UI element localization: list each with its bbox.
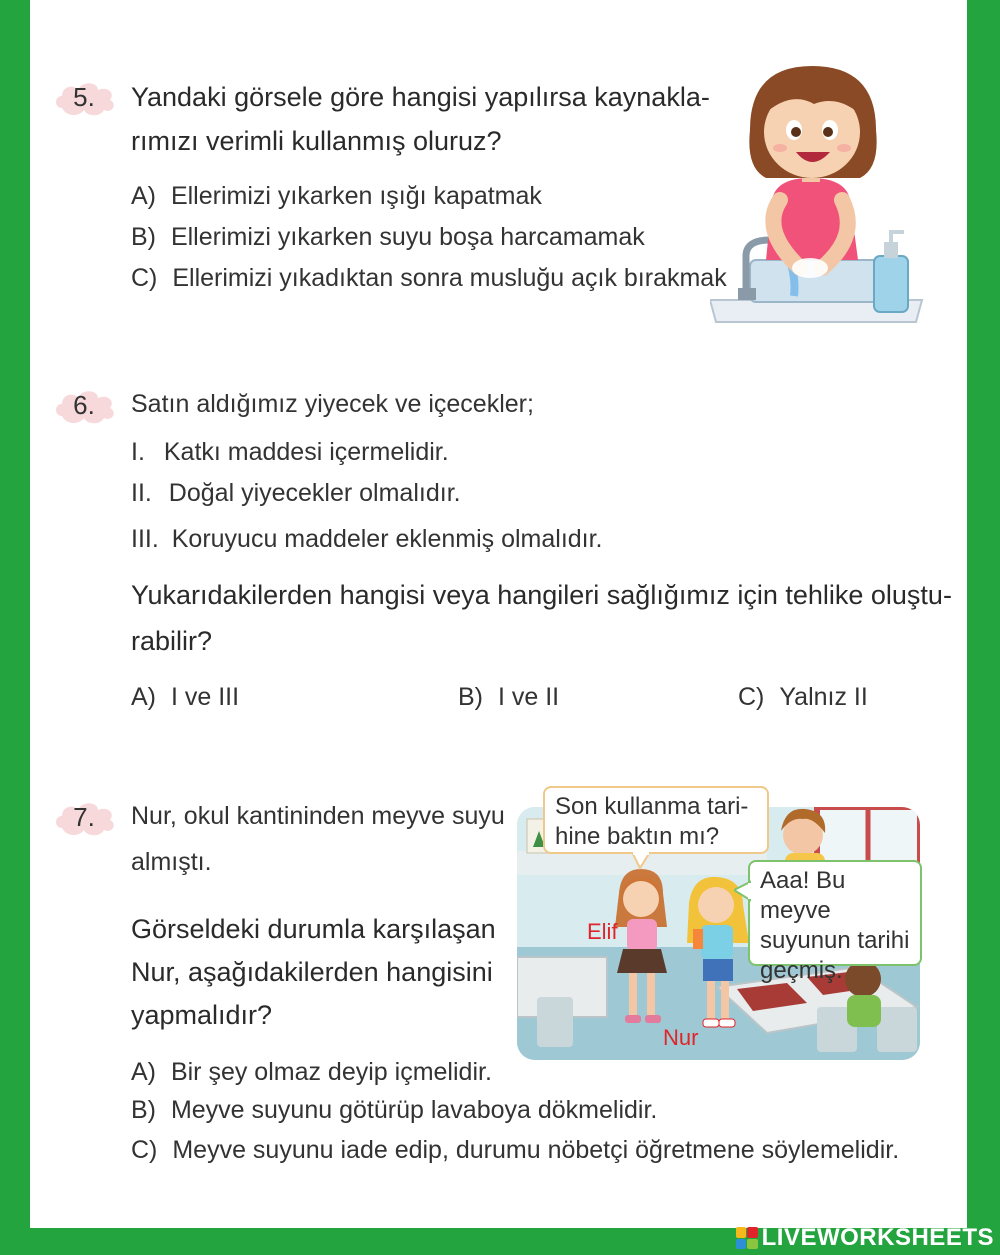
speech-bubble-tail (630, 852, 654, 870)
character-name-label: Elif (587, 919, 618, 944)
option-text: Meyve suyunu iade edip, durumu nöbetçi öğretmene söylemelidir. (172, 1136, 900, 1164)
speech-bubble-line: hine baktın mı? (555, 823, 720, 850)
option-label: A) (131, 683, 156, 711)
option-text: Ellerimizi yıkarken ışığı kapatmak (170, 182, 542, 210)
statement-item (131, 438, 449, 467)
question-number: 7. (73, 802, 95, 832)
option-text: Meyve suyunu götürüp lavaboya dökmelidir. (170, 1096, 658, 1124)
option-text: Bir şey olmaz deyip içmelidir. (170, 1058, 492, 1086)
option-text: Ellerimizi yıkarken suyu boşa harcamamak (170, 223, 645, 251)
answer-option-a[interactable] (131, 683, 239, 712)
question-text: Görseldeki durumla karşılaşan (131, 914, 496, 944)
handwashing-girl-illustration (710, 60, 930, 326)
statement-text: Koruyucu maddeler eklenmiş olmalıdır. (171, 525, 603, 553)
statement-text: Doğal yiyecekler olmalıdır. (168, 479, 461, 507)
answer-option-a[interactable] (131, 182, 542, 211)
answer-option-a[interactable] (131, 1058, 492, 1087)
question-text: Nur, aşağıdakilerden hangisini (131, 957, 493, 987)
option-label: B) (131, 223, 156, 251)
brand-name: LIVEWORKSHEETS (761, 1224, 994, 1251)
question-text: Yandaki görsele göre hangisi yapılırsa kaynakla- (131, 82, 710, 112)
option-label: A) (131, 182, 156, 210)
answer-option-c[interactable] (738, 683, 868, 712)
speech-bubble-line: geçmiş. (760, 957, 843, 984)
answer-option-c[interactable] (131, 1136, 899, 1165)
liveworksheets-icon (736, 1227, 758, 1249)
speech-bubble (748, 860, 922, 984)
worksheet-page (30, 0, 967, 1228)
option-label: B) (458, 683, 483, 711)
statement-item (131, 479, 461, 508)
statement-number: III. (131, 525, 159, 553)
answer-option-b[interactable] (131, 223, 645, 252)
option-label: B) (131, 1096, 156, 1124)
question-number: 5. (73, 82, 95, 112)
option-label: C) (738, 683, 765, 711)
answer-option-b[interactable] (458, 683, 559, 712)
speech-bubble-line: Aaa! Bu meyve (760, 867, 846, 924)
speech-bubble-tail (734, 880, 752, 902)
question-intro: Nur, okul kantininden meyve suyu (131, 802, 505, 830)
speech-bubble-line: Son kullanma tari- (555, 793, 749, 820)
question-intro: almıştı. (131, 848, 212, 876)
statement-number: II. (131, 479, 152, 507)
option-label: A) (131, 1058, 156, 1086)
answer-option-c[interactable] (131, 264, 727, 293)
statement-item (131, 525, 603, 554)
speech-bubble (543, 786, 769, 854)
option-text: Yalnız II (779, 683, 868, 711)
question-intro: Satın aldığımız yiyecek ve içecekler; (131, 390, 534, 418)
answer-option-b[interactable] (131, 1096, 657, 1125)
question-number: 6. (73, 390, 95, 420)
question-number-badge (54, 386, 118, 426)
question-text: Yukarıdakilerden hangisi veya hangileri sağlığımız için tehlike oluştu- (131, 580, 952, 610)
question-number-badge (54, 798, 118, 838)
option-label: C) (131, 264, 158, 292)
liveworksheets-logo[interactable] (736, 1224, 994, 1251)
question-text: yapmalıdır? (131, 1000, 273, 1030)
option-label: C) (131, 1136, 158, 1164)
statement-number: I. (131, 438, 145, 466)
speech-bubble-line: suyunun tarihi (760, 927, 910, 954)
statement-text: Katkı maddesi içermelidir. (163, 438, 449, 466)
option-text: I ve III (170, 683, 240, 711)
character-name-label: Nur (663, 1025, 699, 1050)
question-number-badge (54, 78, 118, 118)
option-text: I ve II (497, 683, 560, 711)
question-text: rımızı verimli kullanmış oluruz? (131, 126, 502, 156)
option-text: Ellerimizi yıkadıktan sonra musluğu açık bırakmak (172, 264, 727, 292)
question-text: rabilir? (131, 626, 213, 656)
